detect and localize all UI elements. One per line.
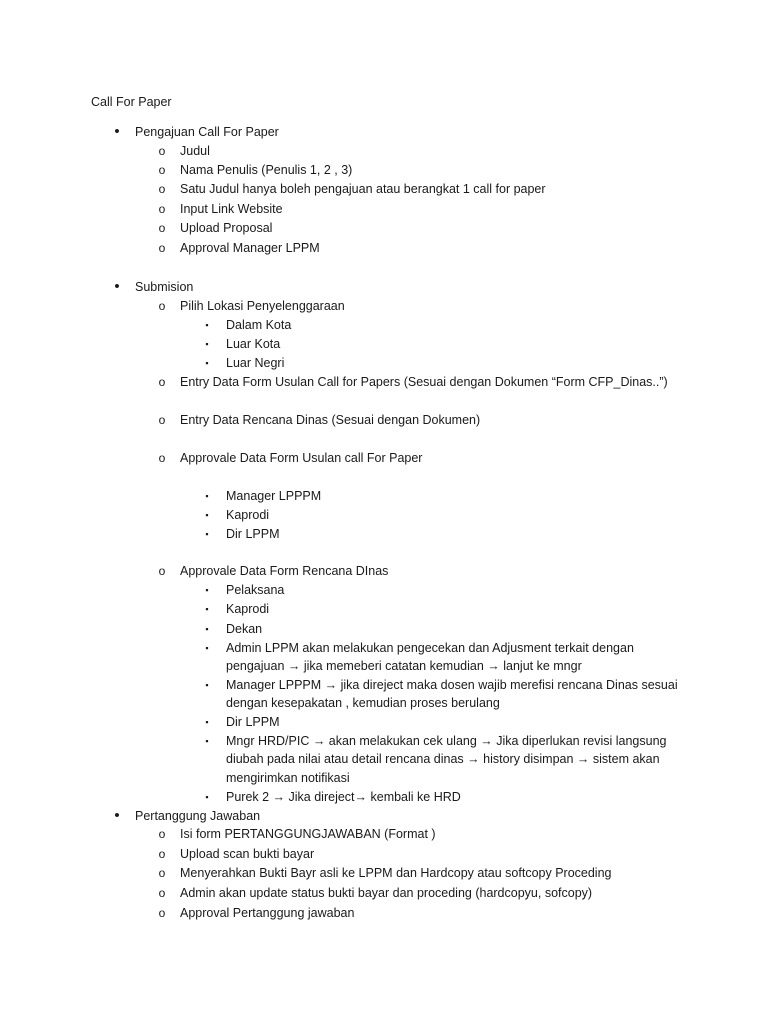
bullet-marker: o — [158, 451, 166, 465]
list-item: Luar Kota — [226, 337, 281, 351]
list-item-continuation: mengirimkan notifikasi — [226, 771, 350, 785]
bullet-marker: ▪ — [205, 680, 209, 690]
bullet-marker: • — [114, 807, 120, 824]
list-item: Dir LPPM — [226, 527, 280, 541]
list-item: Pelaksana — [226, 583, 285, 597]
bullet-marker: ▪ — [205, 529, 209, 539]
list-item: Dalam Kota — [226, 318, 292, 332]
bullet-marker: • — [114, 278, 120, 295]
bullet-marker: o — [158, 847, 166, 861]
list-item-continuation: pengajuan → jika memeberi catatan kemudian → lanjut ke mngr — [226, 659, 582, 673]
list-item: Kaprodi — [226, 508, 270, 522]
list-item: Menyerahkan Bukti Bayr asli ke LPPM dan Hardcopy atau softcopy Proceding — [180, 866, 612, 880]
bullet-marker: o — [158, 413, 166, 427]
list-item: Pilih Lokasi Penyelenggaraan — [180, 299, 345, 313]
list-item: Judul — [180, 144, 210, 158]
list-item: Manager LPPPM → jika direject maka dosen wajib merefisi rencana Dinas sesuai — [226, 678, 678, 692]
bullet-marker: ▪ — [205, 792, 209, 802]
list-item-continuation: diubah pada nilai atau detail rencana dinas → history disimpan → sistem akan — [226, 752, 660, 766]
bullet-marker: o — [158, 299, 166, 313]
bullet-marker: o — [158, 906, 166, 920]
list-item: Dekan — [226, 622, 263, 636]
bullet-marker: ▪ — [205, 320, 209, 330]
list-item: Kaprodi — [226, 602, 270, 616]
bullet-marker: ▪ — [205, 624, 209, 634]
list-item: Entry Data Form Usulan Call for Papers (Sesuai dengan Dokumen “Form CFP_Dinas..”) — [180, 375, 668, 389]
list-item: Nama Penulis (Penulis 1, 2 , 3) — [180, 163, 353, 177]
list-item: Isi form PERTANGGUNGJAWABAN (Format ) — [180, 827, 436, 841]
list-item: Input Link Website — [180, 202, 283, 216]
list-item: Entry Data Rencana Dinas (Sesuai dengan Dokumen) — [180, 413, 481, 427]
list-item: Admin LPPM akan melakukan pengecekan dan Adjusment terkait dengan — [226, 641, 634, 655]
list-item: Luar Negri — [226, 356, 285, 370]
bullet-marker: ▪ — [205, 717, 209, 727]
bullet-marker: ▪ — [205, 358, 209, 368]
list-item: Approval Pertanggung jawaban — [180, 906, 355, 920]
list-item-continuation: dengan kesepakatan , kemudian proses berulang — [226, 696, 500, 710]
bullet-marker: ▪ — [205, 585, 209, 595]
bullet-marker: ▪ — [205, 604, 209, 614]
list-item: Purek 2 → Jika direject→ kembali ke HRD — [226, 790, 461, 804]
bullet-marker: ▪ — [205, 491, 209, 501]
bullet-marker: o — [158, 866, 166, 880]
bullet-marker: ▪ — [205, 510, 209, 520]
bullet-marker: o — [158, 886, 166, 900]
section-heading-pengajuan: Pengajuan Call For Paper — [135, 125, 279, 139]
document-title: Call For Paper — [91, 95, 172, 109]
bullet-marker: o — [158, 375, 166, 389]
bullet-marker: o — [158, 221, 166, 235]
list-item: Approval Manager LPPM — [180, 241, 320, 255]
list-item: Approvale Data Form Usulan call For Paper — [180, 451, 423, 465]
bullet-marker: ▪ — [205, 643, 209, 653]
list-item: Approvale Data Form Rencana DInas — [180, 564, 389, 578]
list-item: Mngr HRD/PIC → akan melakukan cek ulang → Jika diperlukan revisi langsung — [226, 734, 667, 748]
bullet-marker: o — [158, 182, 166, 196]
section-heading-pertanggung-jawaban: Pertanggung Jawaban — [135, 809, 261, 823]
bullet-marker: ▪ — [205, 339, 209, 349]
list-item: Upload Proposal — [180, 221, 273, 235]
list-item: Manager LPPPM — [226, 489, 322, 503]
bullet-marker: ▪ — [205, 736, 209, 746]
list-item: Dir LPPM — [226, 715, 280, 729]
list-item: Admin akan update status bukti bayar dan proceding (hardcopyu, sofcopy) — [180, 886, 593, 900]
bullet-marker: o — [158, 144, 166, 158]
bullet-marker: o — [158, 827, 166, 841]
bullet-marker: o — [158, 241, 166, 255]
bullet-marker: • — [114, 123, 120, 140]
bullet-marker: o — [158, 564, 166, 578]
bullet-marker: o — [158, 163, 166, 177]
section-heading-submision: Submision — [135, 280, 194, 294]
bullet-marker: o — [158, 202, 166, 216]
list-item: Upload scan bukti bayar — [180, 847, 315, 861]
list-item: Satu Judul hanya boleh pengajuan atau berangkat 1 call for paper — [180, 182, 546, 196]
